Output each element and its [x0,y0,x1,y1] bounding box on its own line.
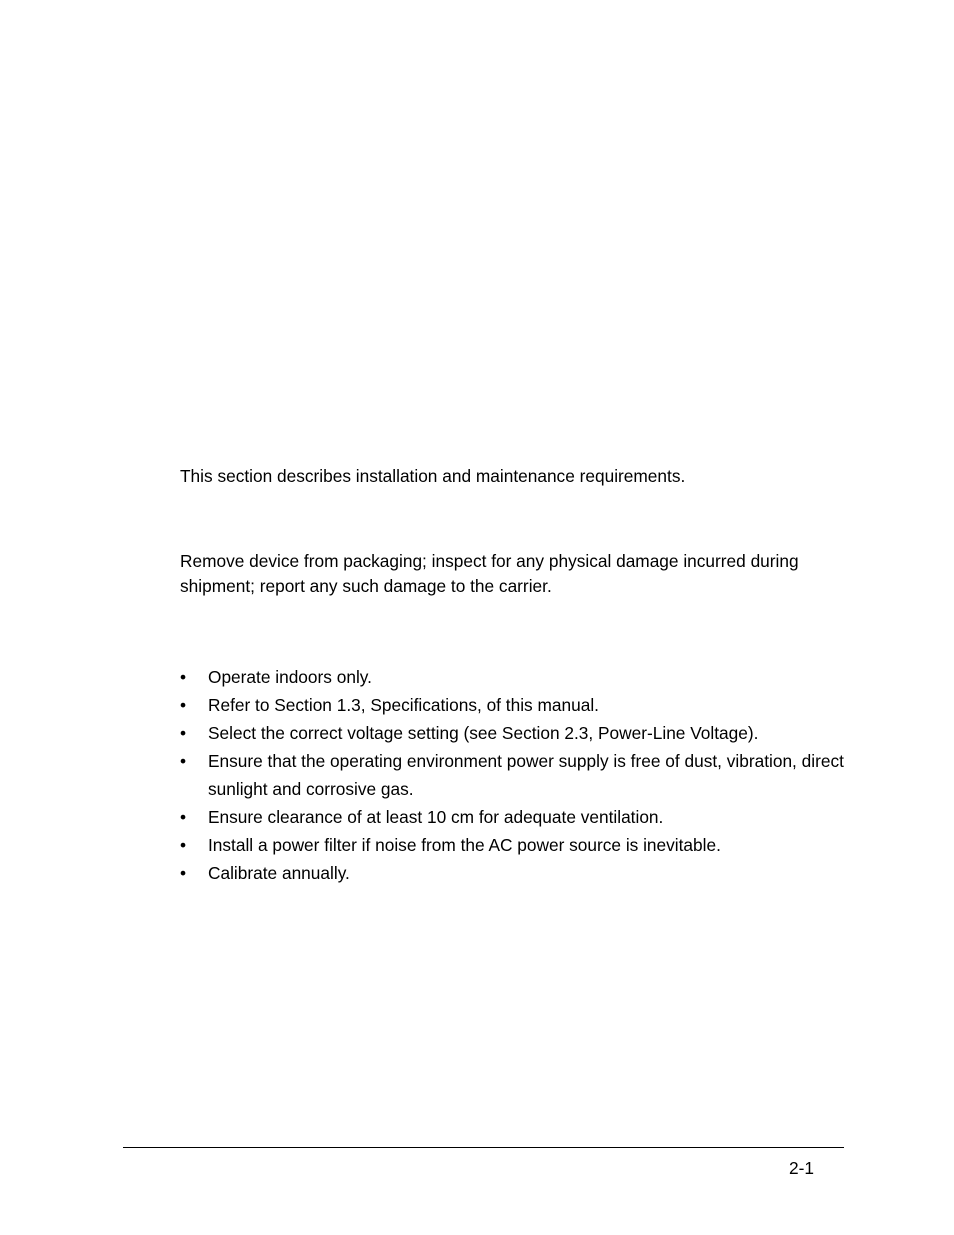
list-item [180,719,850,747]
list-item-text: Operate indoors only. [208,667,372,687]
list-item [180,831,850,859]
list-item-text: Refer to Section 1.3, Specifications, of this manual. [208,695,599,715]
list-item [180,803,850,831]
bullet-icon: • [180,695,187,715]
list-item-text: Install a power filter if noise from the AC power source is inevitable. [208,835,721,855]
bullet-icon: • [180,807,187,827]
list-item-text: Calibrate annually. [208,863,350,883]
unpacking-paragraph: Remove device from packaging; inspect for any physical damage incurred during shipment; report any such damage to the carrier. [180,551,799,596]
list-item-text: Ensure that the operating environment power supply is free of dust, vibration, direct sunlight and corrosive gas. [208,751,844,799]
list-item [180,747,850,803]
list-item-text: Select the correct voltage setting (see Section 2.3, Power-Line Voltage). [208,723,759,743]
requirements-list [180,663,850,887]
list-item [180,663,850,691]
bullet-icon: • [180,835,187,855]
list-item-text: Ensure clearance of at least 10 cm for adequate ventilation. [208,807,664,827]
page-number: 2-1 [789,1158,814,1178]
list-item [180,691,850,719]
bullet-icon: • [180,723,187,743]
intro-paragraph: This section describes installation and maintenance requirements. [180,466,686,486]
bullet-icon: • [180,667,187,687]
bullet-icon: • [180,751,187,771]
list-item [180,859,850,887]
footer-divider [123,1147,844,1148]
bullet-icon: • [180,863,187,883]
